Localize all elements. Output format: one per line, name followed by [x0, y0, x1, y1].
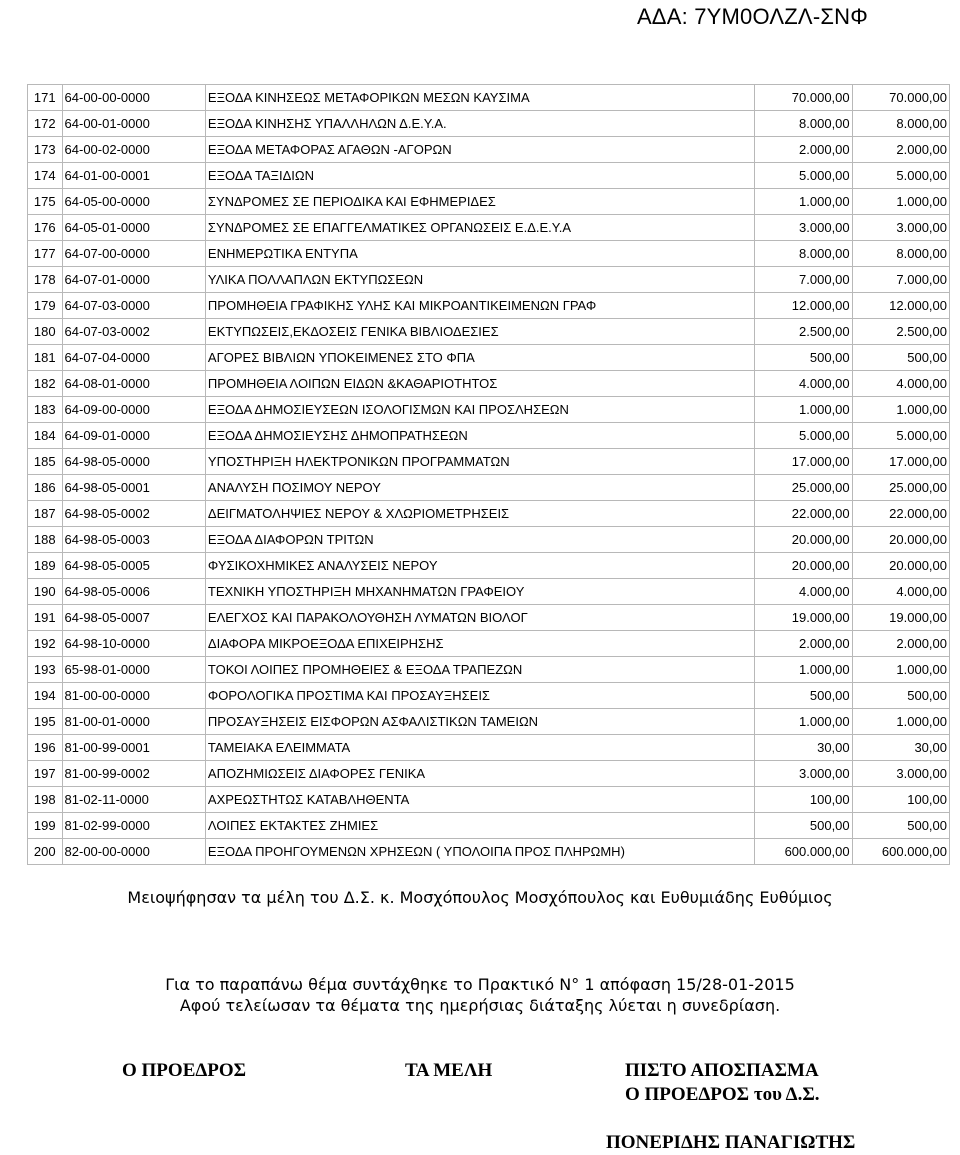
- row-number: 190: [28, 579, 63, 605]
- account-code: 64-98-05-0003: [62, 527, 205, 553]
- account-code: 81-02-11-0000: [62, 787, 205, 813]
- amount-2: 2.000,00: [852, 631, 949, 657]
- amount-2: 12.000,00: [852, 293, 949, 319]
- minutes-note: [0, 974, 960, 1016]
- account-code: 64-98-05-0006: [62, 579, 205, 605]
- row-number: 181: [28, 345, 63, 371]
- row-number: 200: [28, 839, 63, 865]
- account-description: ΑΝΑΛΥΣΗ ΠΟΣΙΜΟΥ ΝΕΡΟΥ: [205, 475, 754, 501]
- amount-2: 70.000,00: [852, 85, 949, 111]
- account-description: ΛΟΙΠΕΣ ΕΚΤΑΚΤΕΣ ΖΗΜΙΕΣ: [205, 813, 754, 839]
- abstain-note: Μειοψήφησαν τα μέλη του Δ.Σ. κ. Μοσχόπουλος Μοσχόπουλος και Ευθυμιάδης Ευθύμιος: [127, 888, 833, 907]
- amount-2: 4.000,00: [852, 579, 949, 605]
- amount-2: 5.000,00: [852, 163, 949, 189]
- amount-2: 4.000,00: [852, 371, 949, 397]
- table-row: [28, 787, 950, 813]
- amount-1: 5.000,00: [755, 423, 852, 449]
- signature-president: Ο ΠΡΟΕΔΡΟΣ: [122, 1060, 247, 1081]
- account-code: 64-98-05-0005: [62, 553, 205, 579]
- table-row: [28, 735, 950, 761]
- amount-2: 17.000,00: [852, 449, 949, 475]
- amount-2: 1.000,00: [852, 397, 949, 423]
- account-code: 64-98-05-0000: [62, 449, 205, 475]
- amount-1: 2.500,00: [755, 319, 852, 345]
- account-description: ΕΞΟΔΑ ΔΗΜΟΣΙΕΥΣΗΣ ΔΗΜΟΠΡΑΤΗΣΕΩΝ: [205, 423, 754, 449]
- table-row: [28, 813, 950, 839]
- row-number: 178: [28, 267, 63, 293]
- account-code: 65-98-01-0000: [62, 657, 205, 683]
- amount-2: 20.000,00: [852, 553, 949, 579]
- amount-2: 5.000,00: [852, 423, 949, 449]
- minutes-line-2: Αφού τελείωσαν τα θέματα της ημερήσιας διάταξης λύεται η συνεδρίαση.: [179, 996, 781, 1015]
- amount-1: 1.000,00: [755, 657, 852, 683]
- row-number: 191: [28, 605, 63, 631]
- amount-2: 3.000,00: [852, 761, 949, 787]
- table-row: [28, 709, 950, 735]
- amount-1: 20.000,00: [755, 553, 852, 579]
- table-row: [28, 267, 950, 293]
- budget-table: [27, 84, 950, 865]
- amount-2: 8.000,00: [852, 241, 949, 267]
- table-row: [28, 85, 950, 111]
- row-number: 183: [28, 397, 63, 423]
- amount-1: 17.000,00: [755, 449, 852, 475]
- signature-true-copy: [625, 1059, 820, 1107]
- table-row: [28, 111, 950, 137]
- account-code: 81-00-99-0002: [62, 761, 205, 787]
- account-description: ΠΡΟΣΑΥΞΗΣΕΙΣ ΕΙΣΦΟΡΩΝ ΑΣΦΑΛΙΣΤΙΚΩΝ ΤΑΜΕΙΩΝ: [205, 709, 754, 735]
- row-number: 185: [28, 449, 63, 475]
- amount-1: 22.000,00: [755, 501, 852, 527]
- account-description: ΑΠΟΖΗΜΙΩΣΕΙΣ ΔΙΑΦΟΡΕΣ ΓΕΝΙΚΑ: [205, 761, 754, 787]
- account-code: 82-00-00-0000: [62, 839, 205, 865]
- account-description: ΕΞΟΔΑ ΔΗΜΟΣΙΕΥΣΕΩΝ ΙΣΟΛΟΓΙΣΜΩΝ ΚΑΙ ΠΡΟΣΛΗΣΕΩΝ: [205, 397, 754, 423]
- account-description: ΣΥΝΔΡΟΜΕΣ ΣΕ ΠΕΡΙΟΔΙΚΑ ΚΑΙ ΕΦΗΜΕΡΙΔΕΣ: [205, 189, 754, 215]
- table-row: [28, 163, 950, 189]
- table-row: [28, 579, 950, 605]
- table-row: [28, 475, 950, 501]
- amount-1: 600.000,00: [755, 839, 852, 865]
- amount-1: 4.000,00: [755, 579, 852, 605]
- amount-2: 19.000,00: [852, 605, 949, 631]
- row-number: 199: [28, 813, 63, 839]
- account-code: 81-00-99-0001: [62, 735, 205, 761]
- account-code: 81-02-99-0000: [62, 813, 205, 839]
- account-code: 64-00-00-0000: [62, 85, 205, 111]
- row-number: 172: [28, 111, 63, 137]
- account-description: ΔΙΑΦΟΡΑ ΜΙΚΡΟΕΞΟΔΑ ΕΠΙΧΕΙΡΗΣΗΣ: [205, 631, 754, 657]
- row-number: 195: [28, 709, 63, 735]
- account-code: 64-98-05-0002: [62, 501, 205, 527]
- row-number: 196: [28, 735, 63, 761]
- account-code: 81-00-01-0000: [62, 709, 205, 735]
- amount-2: 25.000,00: [852, 475, 949, 501]
- minutes-line-1: Για το παραπάνω θέμα συντάχθηκε το Πρακτικό N° 1 απόφαση 15/28-01-2015: [165, 975, 795, 994]
- signature-members: ΤΑ ΜΕΛΗ: [405, 1060, 493, 1081]
- account-description: ΥΛΙΚΑ ΠΟΛΛΑΠΛΩΝ ΕΚΤΥΠΩΣΕΩΝ: [205, 267, 754, 293]
- account-code: 64-01-00-0001: [62, 163, 205, 189]
- row-number: 173: [28, 137, 63, 163]
- table-row: [28, 319, 950, 345]
- amount-1: 3.000,00: [755, 761, 852, 787]
- amount-2: 22.000,00: [852, 501, 949, 527]
- table-row: [28, 631, 950, 657]
- account-description: ΦΟΡΟΛΟΓΙΚΑ ΠΡΟΣΤΙΜΑ ΚΑΙ ΠΡΟΣΑΥΞΗΣΕΙΣ: [205, 683, 754, 709]
- account-code: 64-07-00-0000: [62, 241, 205, 267]
- account-description: ΕΞΟΔΑ ΜΕΤΑΦΟΡΑΣ ΑΓΑΘΩΝ -ΑΓΟΡΩΝ: [205, 137, 754, 163]
- table-row: [28, 241, 950, 267]
- amount-1: 12.000,00: [755, 293, 852, 319]
- account-description: ΕΞΟΔΑ ΚΙΝΗΣΗΣ ΥΠΑΛΛΗΛΩΝ Δ.Ε.Υ.Α.: [205, 111, 754, 137]
- table-row: [28, 397, 950, 423]
- amount-2: 1.000,00: [852, 657, 949, 683]
- account-code: 64-09-01-0000: [62, 423, 205, 449]
- table-row: [28, 371, 950, 397]
- amount-2: 1.000,00: [852, 189, 949, 215]
- row-number: 175: [28, 189, 63, 215]
- account-description: ΔΕΙΓΜΑΤΟΛΗΨΙΕΣ ΝΕΡΟΥ & ΧΛΩΡΙΟΜΕΤΡΗΣΕΙΣ: [205, 501, 754, 527]
- account-code: 64-05-00-0000: [62, 189, 205, 215]
- amount-1: 500,00: [755, 813, 852, 839]
- account-description: ΕΞΟΔΑ ΤΑΞΙΔΙΩΝ: [205, 163, 754, 189]
- table-row: [28, 527, 950, 553]
- table-row: [28, 293, 950, 319]
- account-code: 64-08-01-0000: [62, 371, 205, 397]
- account-description: ΥΠΟΣΤΗΡΙΞΗ ΗΛΕΚΤΡΟΝΙΚΩΝ ΠΡΟΓΡΑΜΜΑΤΩΝ: [205, 449, 754, 475]
- account-code: 64-00-01-0000: [62, 111, 205, 137]
- ada-header: ΑΔΑ: 7ΥΜ0ΟΛΖΛ-ΣΝΦ: [636, 4, 868, 29]
- row-number: 180: [28, 319, 63, 345]
- amount-1: 7.000,00: [755, 267, 852, 293]
- account-code: 64-07-03-0002: [62, 319, 205, 345]
- account-code: 81-00-00-0000: [62, 683, 205, 709]
- account-code: 64-98-05-0007: [62, 605, 205, 631]
- signature-name: ΠΟΝΕΡΙΔΗΣ ΠΑΝΑΓΙΩΤΗΣ: [606, 1132, 856, 1153]
- table-row: [28, 215, 950, 241]
- amount-2: 30,00: [852, 735, 949, 761]
- amount-1: 5.000,00: [755, 163, 852, 189]
- account-description: ΣΥΝΔΡΟΜΕΣ ΣΕ ΕΠΑΓΓΕΛΜΑΤΙΚΕΣ ΟΡΓΑΝΩΣΕΙΣ Ε.Δ.Ε.Υ.Α: [205, 215, 754, 241]
- table-row: [28, 657, 950, 683]
- amount-1: 500,00: [755, 683, 852, 709]
- table-row: [28, 137, 950, 163]
- row-number: 179: [28, 293, 63, 319]
- row-number: 186: [28, 475, 63, 501]
- account-description: ΤΑΜΕΙΑΚΑ ΕΛΕΙΜΜΑΤΑ: [205, 735, 754, 761]
- row-number: 187: [28, 501, 63, 527]
- amount-1: 4.000,00: [755, 371, 852, 397]
- account-description: ΦΥΣΙΚΟΧΗΜΙΚΕΣ ΑΝΑΛΥΣΕΙΣ ΝΕΡΟΥ: [205, 553, 754, 579]
- account-description: ΕΞΟΔΑ ΔΙΑΦΟΡΩΝ ΤΡΙΤΩΝ: [205, 527, 754, 553]
- amount-1: 2.000,00: [755, 631, 852, 657]
- table-row: [28, 761, 950, 787]
- amount-1: 8.000,00: [755, 241, 852, 267]
- row-number: 182: [28, 371, 63, 397]
- account-code: 64-98-05-0001: [62, 475, 205, 501]
- table-row: [28, 553, 950, 579]
- account-code: 64-07-01-0000: [62, 267, 205, 293]
- budget-table-body: [28, 85, 950, 865]
- account-code: 64-05-01-0000: [62, 215, 205, 241]
- account-description: ΠΡΟΜΗΘΕΙΑ ΛΟΙΠΩΝ ΕΙΔΩΝ &ΚΑΘΑΡΙΟΤΗΤΟΣ: [205, 371, 754, 397]
- amount-2: 8.000,00: [852, 111, 949, 137]
- row-number: 194: [28, 683, 63, 709]
- amount-2: 600.000,00: [852, 839, 949, 865]
- amount-2: 2.500,00: [852, 319, 949, 345]
- account-code: 64-00-02-0000: [62, 137, 205, 163]
- amount-2: 500,00: [852, 813, 949, 839]
- amount-2: 7.000,00: [852, 267, 949, 293]
- amount-2: 500,00: [852, 345, 949, 371]
- amount-1: 1.000,00: [755, 397, 852, 423]
- row-number: 197: [28, 761, 63, 787]
- account-description: ΑΧΡΕΩΣΤΗΤΩΣ ΚΑΤΑΒΛΗΘΕΝΤΑ: [205, 787, 754, 813]
- account-description: ΕΞΟΔΑ ΚΙΝΗΣΕΩΣ ΜΕΤΑΦΟΡΙΚΩΝ ΜΕΣΩΝ ΚΑΥΣΙΜΑ: [205, 85, 754, 111]
- amount-1: 70.000,00: [755, 85, 852, 111]
- table-row: [28, 423, 950, 449]
- amount-2: 20.000,00: [852, 527, 949, 553]
- table-row: [28, 683, 950, 709]
- amount-1: 20.000,00: [755, 527, 852, 553]
- amount-2: 1.000,00: [852, 709, 949, 735]
- row-number: 176: [28, 215, 63, 241]
- row-number: 192: [28, 631, 63, 657]
- amount-1: 2.000,00: [755, 137, 852, 163]
- amount-1: 100,00: [755, 787, 852, 813]
- row-number: 184: [28, 423, 63, 449]
- table-row: [28, 449, 950, 475]
- table-row: [28, 839, 950, 865]
- row-number: 188: [28, 527, 63, 553]
- account-code: 64-07-04-0000: [62, 345, 205, 371]
- account-description: ΤΟΚΟΙ ΛΟΙΠΕΣ ΠΡΟΜΗΘΕΙΕΣ & ΕΞΟΔΑ ΤΡΑΠΕΖΩΝ: [205, 657, 754, 683]
- amount-2: 2.000,00: [852, 137, 949, 163]
- row-number: 174: [28, 163, 63, 189]
- account-description: ΕΛΕΓΧΟΣ ΚΑΙ ΠΑΡΑΚΟΛΟΥΘΗΣΗ ΛΥΜΑΤΩΝ ΒΙΟΛΟΓ: [205, 605, 754, 631]
- account-code: 64-07-03-0000: [62, 293, 205, 319]
- row-number: 198: [28, 787, 63, 813]
- amount-1: 1.000,00: [755, 709, 852, 735]
- table-row: [28, 605, 950, 631]
- account-description: ΕΞΟΔΑ ΠΡΟΗΓΟΥΜΕΝΩΝ ΧΡΗΣΕΩΝ ( ΥΠΟΛΟΙΠΑ ΠΡΟΣ ΠΛΗΡΩΜΗ): [205, 839, 754, 865]
- true-copy-by: Ο ΠΡΟΕΔΡΟΣ του Δ.Σ.: [625, 1084, 820, 1105]
- amount-1: 19.000,00: [755, 605, 852, 631]
- account-description: ΑΓΟΡΕΣ ΒΙΒΛΙΩΝ ΥΠΟΚΕΙΜΕΝΕΣ ΣΤΟ ΦΠΑ: [205, 345, 754, 371]
- account-description: ΕΚΤΥΠΩΣΕΙΣ,ΕΚΔΟΣΕΙΣ ΓΕΝΙΚΑ ΒΙΒΛΙΟΔΕΣΙΕΣ: [205, 319, 754, 345]
- amount-1: 500,00: [755, 345, 852, 371]
- true-copy-title: ΠΙΣΤΟ ΑΠΟΣΠΑΣΜΑ: [625, 1060, 819, 1081]
- amount-2: 500,00: [852, 683, 949, 709]
- table-row: [28, 501, 950, 527]
- account-code: 64-09-00-0000: [62, 397, 205, 423]
- row-number: 171: [28, 85, 63, 111]
- row-number: 193: [28, 657, 63, 683]
- account-code: 64-98-10-0000: [62, 631, 205, 657]
- table-row: [28, 345, 950, 371]
- account-description: ΠΡΟΜΗΘΕΙΑ ΓΡΑΦΙΚΗΣ ΥΛΗΣ ΚΑΙ ΜΙΚΡΟΑΝΤΙΚΕΙΜΕΝΩΝ ΓΡΑΦ: [205, 293, 754, 319]
- amount-1: 25.000,00: [755, 475, 852, 501]
- account-description: ΤΕΧΝΙΚΗ ΥΠΟΣΤΗΡΙΞΗ ΜΗΧΑΝΗΜΑΤΩΝ ΓΡΑΦΕΙΟΥ: [205, 579, 754, 605]
- amount-1: 3.000,00: [755, 215, 852, 241]
- amount-1: 30,00: [755, 735, 852, 761]
- amount-1: 8.000,00: [755, 111, 852, 137]
- amount-2: 3.000,00: [852, 215, 949, 241]
- account-description: ΕΝΗΜΕΡΩΤΙΚΑ ΕΝΤΥΠΑ: [205, 241, 754, 267]
- table-row: [28, 189, 950, 215]
- amount-2: 100,00: [852, 787, 949, 813]
- row-number: 177: [28, 241, 63, 267]
- amount-1: 1.000,00: [755, 189, 852, 215]
- row-number: 189: [28, 553, 63, 579]
